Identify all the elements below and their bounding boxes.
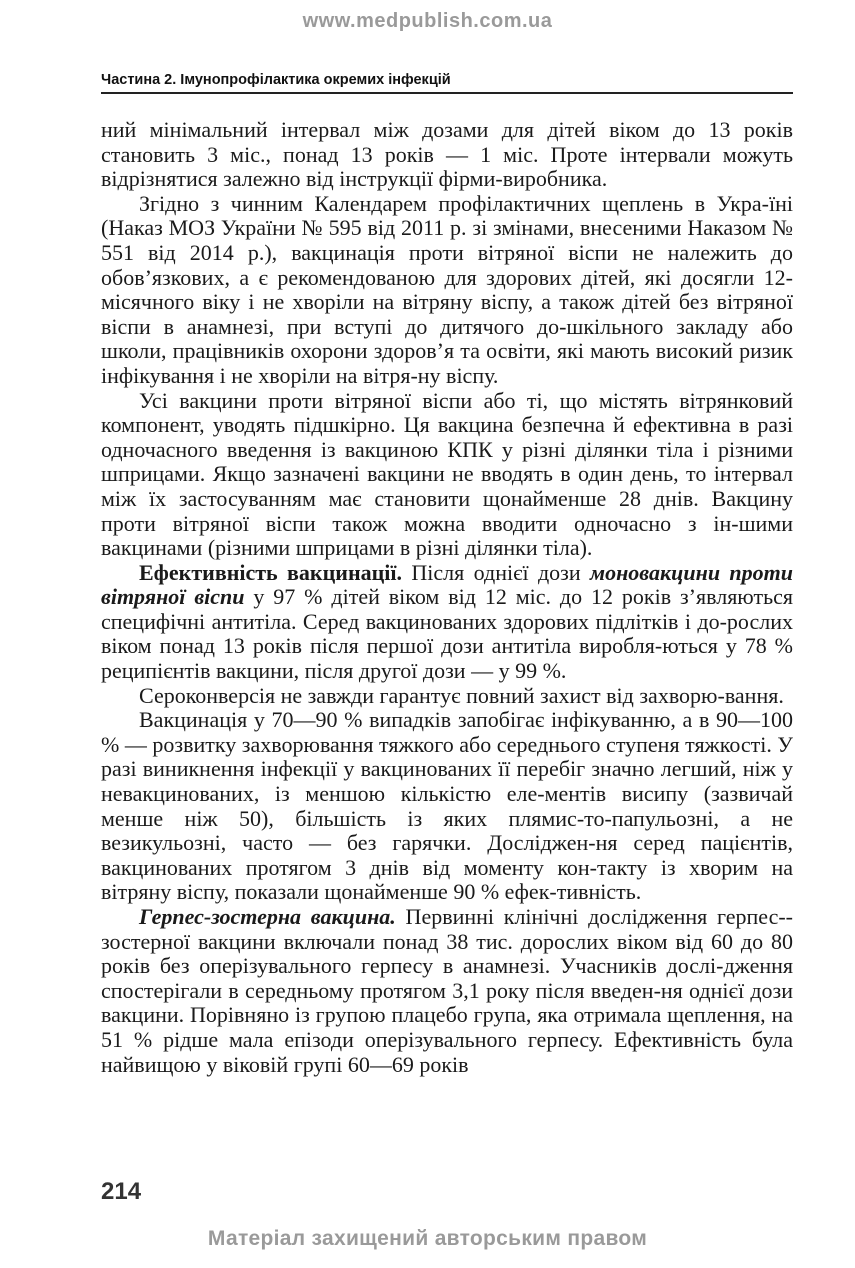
paragraph-2: Згідно з чинним Календарем профілактичних щеплень в Укра-їні (Наказ МОЗ України № 595 від 2011 р. зі змінами, внесеними Наказом № 551 від 2014 р.), вакцинація проти вітряної віспи не належить до обов’язкових, а є рекомендованою для здорових дітей, які досягли 12-місячного віку і не хворіли на вітряну віспу, а також дітей без вітряної віспи в анамнезі, при вступі до дитячого до-шкільного закладу або школи, працівників охорони здоров’я та освіти, які мають високий ризик інфікування і не хворіли на вітря-ну віспу. xyxy=(101,190,793,388)
watermark-copyright: Матеріал захищений авторським правом xyxy=(207,1227,648,1250)
section-lead-efficacy: Ефективність вакцинації. xyxy=(139,559,403,585)
paragraph-6: Вакцинація у 70—90 % випадків запобігає інфікуванню, а в 90—100 % — розвитку захворювання тяжкого або середнього ступеня тяжкості. У разі виникнення інфекції у вакцинованих її перебіг значно легший, ніж у невакцинованих, із меншою кількістю еле-ментів висипу (зазвичай менше ніж 50), більшість із яких плямис-то-папульозні, а не везикульозні, часто — без гарячки. Досліджен-ня серед пацієнтів, вакцинованих протягом 3 днів від моменту кон-такту із хворим на вітряну віспу, показали щонайменше 90 % ефек-тивність. xyxy=(101,707,793,905)
paragraph-1: ний мінімальний інтервал між дозами для дітей віком до 13 років становить 3 міс., понад 13 років — 1 міс. Проте інтервали можуть відрізнятися залежно від інструкції фірми-виробника. xyxy=(101,117,793,192)
running-head: Частина 2. Імунопрофілактика окремих інфекцій xyxy=(101,72,793,94)
page-number: 214 xyxy=(101,1178,142,1205)
watermark-url: www.medpublish.com.ua xyxy=(302,10,553,32)
paragraph-5: Сероконверсія не завжди гарантує повний захист від захворю-вання. xyxy=(139,682,784,708)
paragraph-4-text-b: у 97 % дітей віком від 12 міс. до 12 років з’являються специфічні антитіла. Серед вакцинованих здорових підлітків і до-рослих віком понад 13 років після першої дози антитіла виробля-ються у 78 % реципієнтів вакцини, після другої дози — у 99 %. xyxy=(101,584,793,684)
body-text xyxy=(101,118,793,1077)
paragraph-7-text: Первинні клінічні дослідження герпес-зостерної вакцини включали понад 38 тис. дорослих віком від 60 до 80 років без оперізувального герпесу в анамнезі. Учасників дослі-дження спостерігали в середньому протягом 3,1 року після введен-ня однієї дози вакцини. Порівняно із групою плацебо група, яка отримала щеплення, на 51 % рідше мала епізоди оперізувального герпесу. Ефективність була найвищою у віковій групі 60—69 років xyxy=(101,904,793,1077)
paragraph-7 xyxy=(101,905,793,1077)
paragraph-4-text-a: Після однієї дози xyxy=(402,559,591,585)
emphasis-monovaccine: моновакцини проти вітряної віспи xyxy=(101,559,793,610)
section-lead-zoster: Герпес-зостерна вакцина. xyxy=(139,904,396,929)
paragraph-4 xyxy=(101,561,793,684)
paragraph-3: Усі вакцини проти вітряної віспи або ті, що містять вітрянковий компонент, уводять підшкірно. Ця вакцина безпечна й ефективна в разі одночасного введення із вакциною КПК у різні ділянки тіла і різними шприцами. Якщо зазначені вакцини не вводять в один день, то інтервал між їх застосуванням має становити щонайменше 28 днів. Вакцину проти вітряної віспи також можна вводити одночасно з ін-шими вакцинами (різними шприцами в різні ділянки тіла). xyxy=(101,387,793,561)
